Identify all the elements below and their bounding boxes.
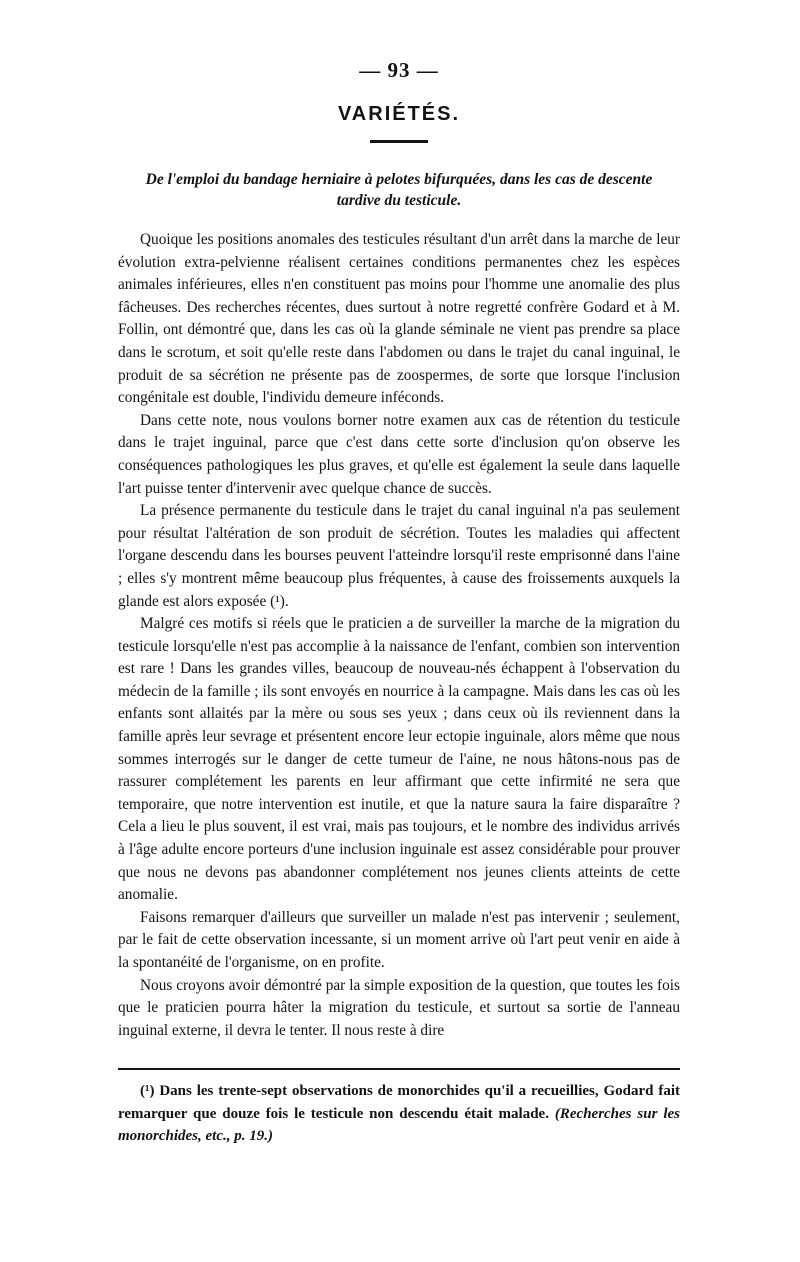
- section-title: VARIÉTÉS.: [337, 103, 461, 125]
- paragraph: Quoique les positions anomales des testicules résultant d'un arrêt dans la marche de leur évolution extra-pelvienne réalisent certaines conditions permanentes chez les espèces animales inférieures, elles n'en constituent pas moins pour l'homme une anomalie des plus fâcheuses. Des recherches récentes, dues surtout à notre regretté confrère Godard et à M. Follin, ont démontré que, dans les cas où la glande séminale ne vient pas prendre sa place dans le scrotum, et soit qu'elle reste dans l'abdomen ou dans le trajet du canal inguinal, le produit de sa sécrétion ne présente pas de zoospermes, de sorte que lorsque l'inclusion congénitale est double, l'individu demeure inféconds.: [118, 231, 680, 407]
- title-rule: [370, 140, 428, 143]
- paragraph: Dans cette note, nous voulons borner notre examen aux cas de rétention du testicule dans le trajet inguinal, parce que c'est dans cette sorte d'inclusion qu'on observe les conséquences pathologiques les plus graves, et qu'elle est également la seule dans laquelle l'art puisse tenter d'intervenir avec quelque chance de succès.: [118, 411, 680, 497]
- paragraph: Malgré ces motifs si réels que le praticien a de surveiller la marche de la migration du testicule lorsqu'elle n'est pas accomplie à la naissance de l'enfant, combien son intervention est rare ! Dans les grandes villes, beaucoup de nouveau-nés échappent à l'observation du médecin de la famille ; ils sont envoyés en nourrice à la campagne. Mais dans les cas où les enfants sont allaités par la mère ou sous ses yeux ; dans ceux où ils reviennent dans la famille après leur sevrage et présentent encore leur ectopie inguinale, alors même que nous sommes interrogés sur le danger de cette tumeur de l'aine, ne nous hâtons-nous pas de rassurer complétement les parents en leur affirmant que cette infirmité ne sera que temporaire, que notre intervention est inutile, et que la nature saura la faire disparaître ? Cela a lieu le plus souvent, il est vrai, mais pas toujours, et le nombre des individus arrivés à l'âge adulte encore porteurs d'une inclusion inguinale est assez considérable pour prouver que nous ne devons pas abandonner complétement nos jeunes clients atteints de cette anomalie.: [118, 615, 680, 904]
- article-title: [118, 169, 680, 211]
- paragraph: La présence permanente du testicule dans le trajet du canal inguinal n'a pas seulement pour résultat l'altération de son produit de sécrétion. Toutes les maladies qui affectent l'organe descendu dans les bourses peuvent l'atteindre lorsqu'il reste emprisonné dans l'aine ; elles s'y montrent même beaucoup plus fréquentes, à cause des froissements auxquels la glande est alors exposée (¹).: [118, 502, 680, 610]
- footnote: [118, 1080, 680, 1148]
- footnote-text: (¹) Dans les trente-sept observations de monorchides qu'il a recueillies, Godard fait remarquer que douze fois le testicule non descendu était malade.: [118, 1083, 680, 1122]
- footnote-rule: [118, 1068, 680, 1070]
- page: [118, 56, 680, 1148]
- page-number: — 93 —: [359, 58, 439, 82]
- article-title-line-1: De l'emploi du bandage herniaire à pelotes bifurquées, dans les cas de descente: [145, 171, 653, 188]
- article-body: [118, 229, 680, 1042]
- article-title-line-2: tardive du testicule.: [336, 192, 462, 209]
- paragraph: Faisons remarquer d'ailleurs que surveiller un malade n'est pas intervenir ; seulement, par le fait de cette observation incessante, si un moment arrive où l'art peut venir en aide à la spontanéité de l'organisme, on en profite.: [118, 908, 680, 971]
- paragraph: Nous croyons avoir démontré par la simple exposition de la question, que toutes les fois que le praticien pourra hâter la migration du testicule, et surtout sa sortie de l'anneau inguinal externe, il devra le tenter. Il nous reste à dire: [118, 976, 680, 1039]
- footnote-citation: (Recherches sur les monorchides, etc., p. 19.): [118, 1105, 680, 1145]
